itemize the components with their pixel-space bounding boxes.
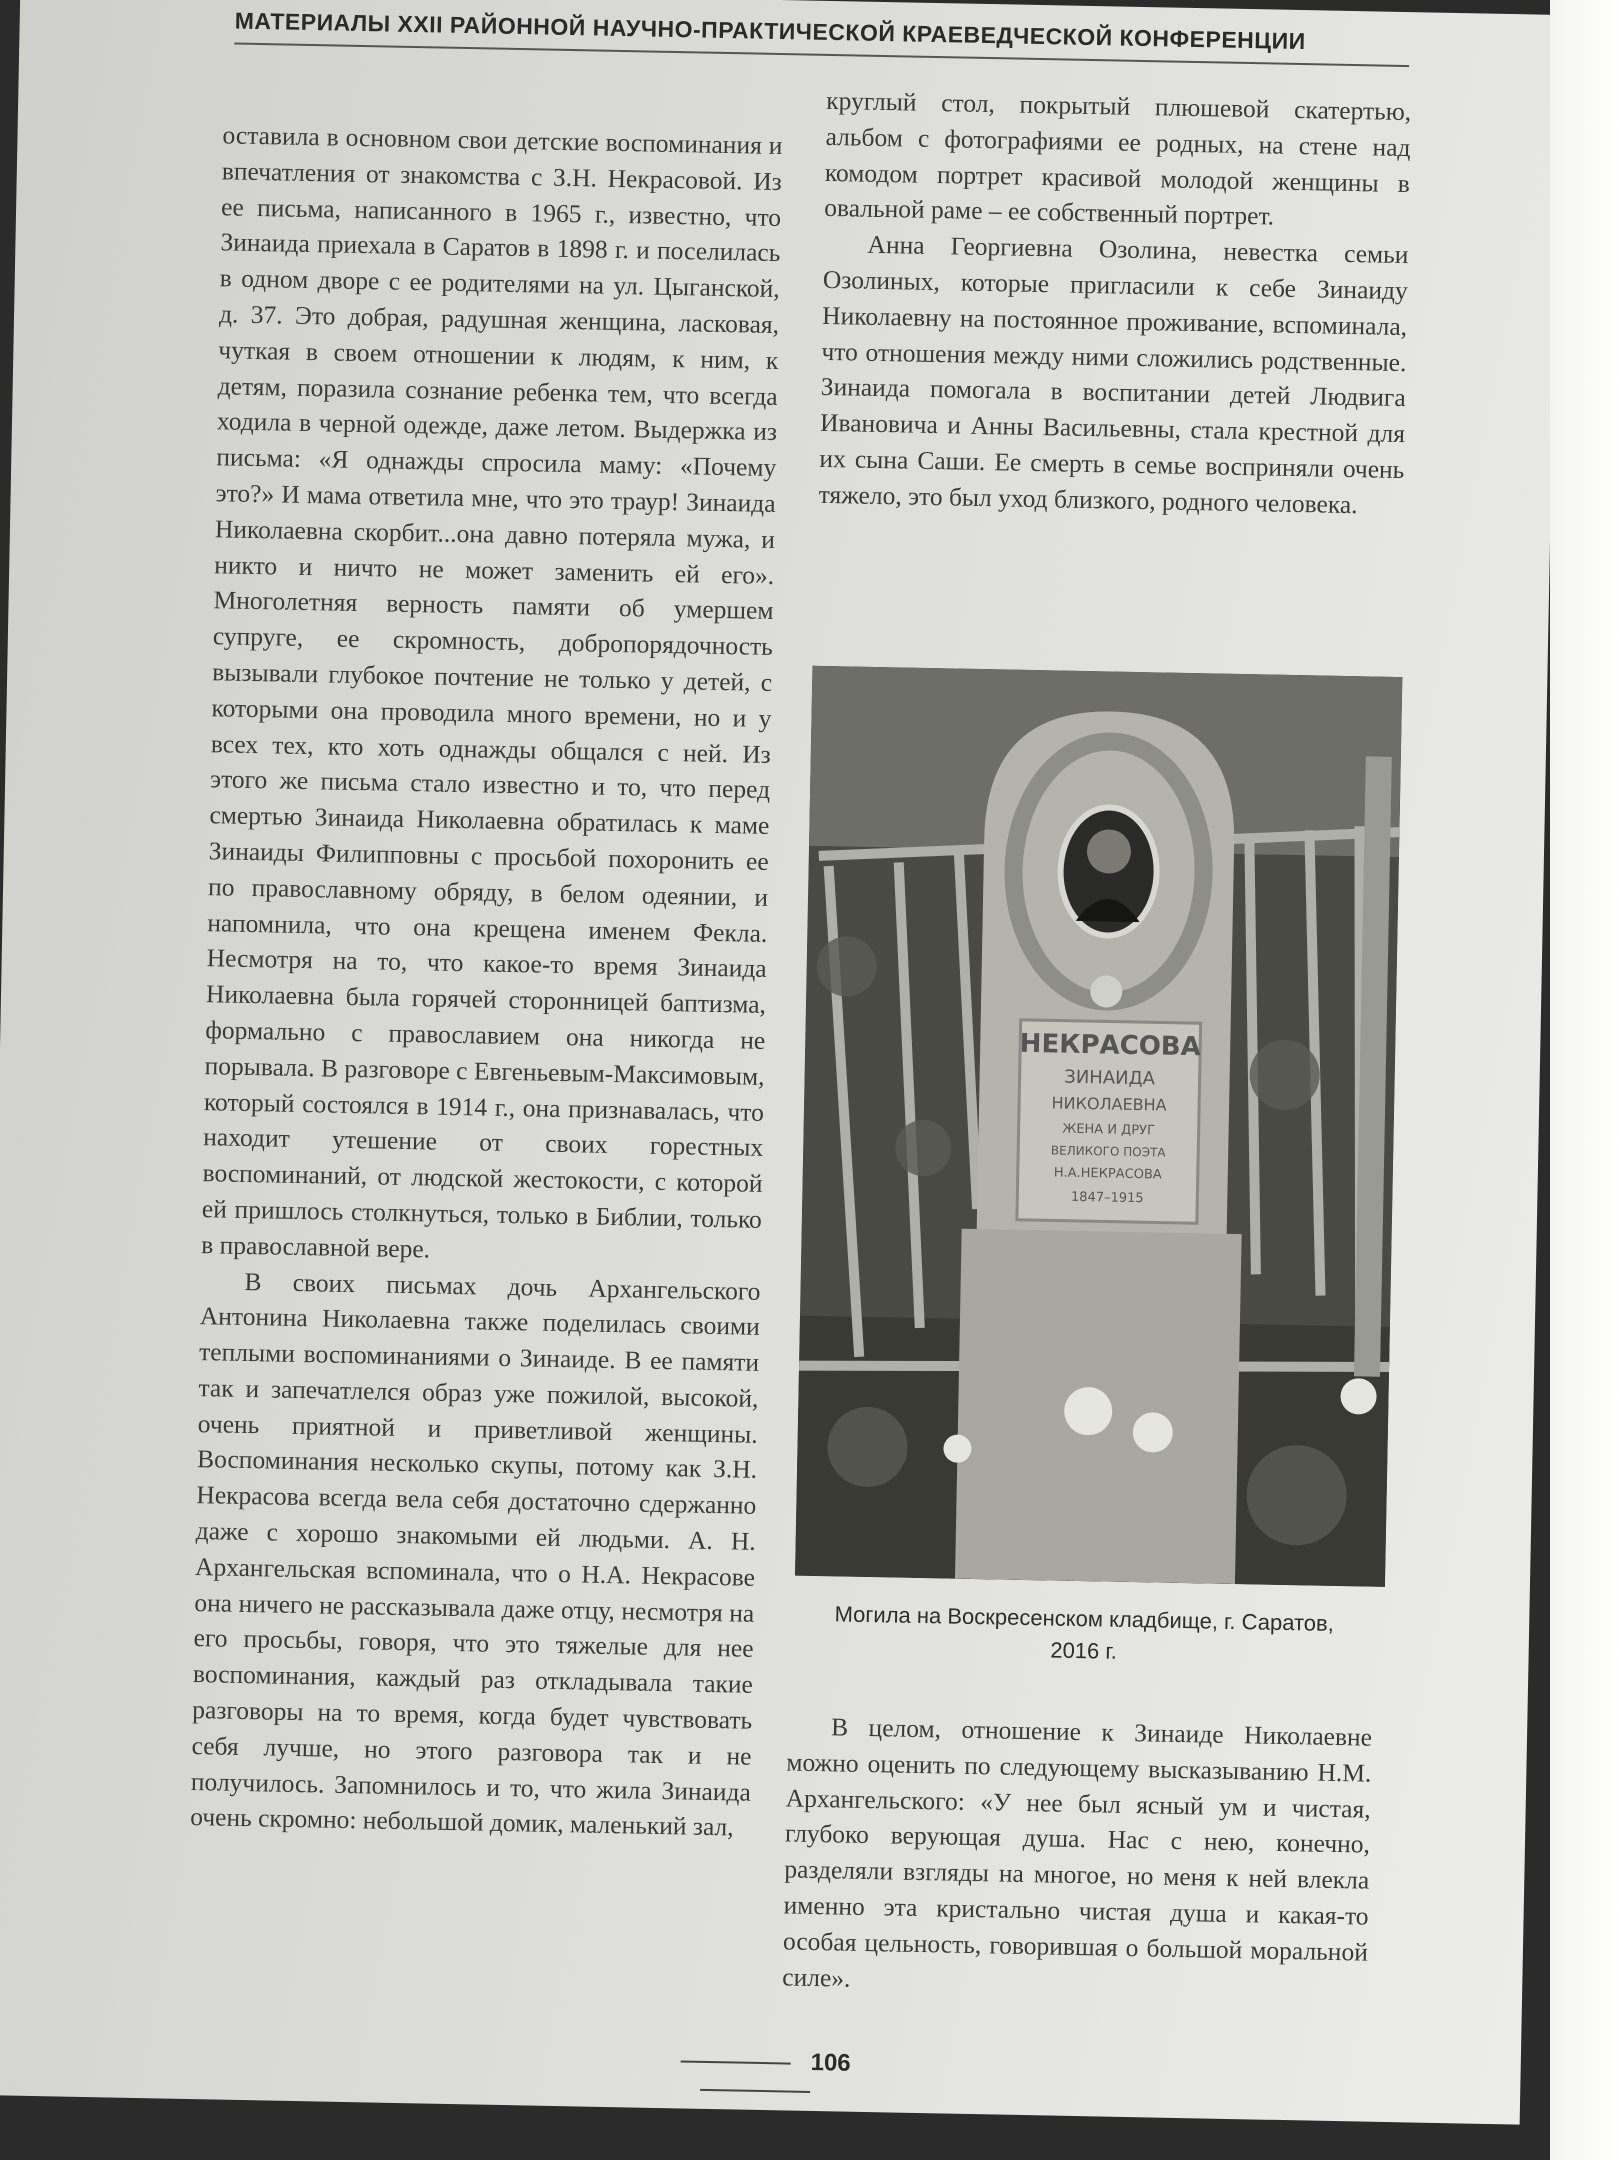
caption-line: Могила на Воскресенском кладбище, г. Саратов, xyxy=(834,1601,1335,1636)
inscription-line: ЖЕНА И ДРУГ xyxy=(1062,1121,1156,1139)
caption-line: 2016 г. xyxy=(1050,1637,1118,1664)
inscription-line: НИКОЛАЕВНА xyxy=(1051,1093,1167,1115)
paragraph: Анна Георгиевна Озолина, невестка семьи Озолиных, которые пригласили к себе Зинаиду Николаевну на постоянное проживание, вспоминала, что отношения между ними сложились родственные. Зинаида помогала в воспитании детей Людвига Ивановича и Анны Васильевны, стала крестной для их сына Саши. Ее смерть в семье восприняли очень тяжело, это был уход близкого, родного человека. xyxy=(818,229,1409,519)
inscription-line: ЗИНАИДА xyxy=(1064,1066,1156,1090)
adjacent-page-edge xyxy=(1550,0,1620,2160)
inscription-line: НЕКРАСОВА xyxy=(1019,1028,1202,1063)
paragraph: В своих письмах дочь Архангельского Антонина Николаевна также поделилась своими теплыми воспоминаниями о Зинаиде. В ее памяти так и запечатлелся образ уже пожилой, высокой, очень приятной и приветливой женщины. Воспоминания несколько скупы, потому как З.Н. Некрасова всегда вела себя достаточно сдержанно даже с хорошо знакомыми ей людьми. А. Н. Архангельская вспоминала, что о Н.А. Некрасове она ничего не рассказывала даже отцу, несмотря на его просьбы, говоря, что это тяжелые для нее воспоминания, каждый раз откладывала такие разговоры на то время, когда будет чувствовать себя лучше, но этого разговора так и не получилось. Запомнилось и то, что жила Зинаида очень скромно: небольшой домик, маленький зал, xyxy=(189,1266,761,1842)
inscription-line: ВЕЛИКОГО ПОЭТА xyxy=(1050,1143,1166,1160)
grave-photo xyxy=(795,666,1402,1587)
paragraph: В целом, отношение к Зинаиде Николаевне можно оценить по следующему высказыванию Н.М. Архангельского: «У нее был ясный ум и чистая, глубоко верующая душа. Нас с нею, конечно, разделяли взгляды на многое, но меня к ней влекла именно эта кристально чистая душа и какая-то особая цельность, говорившая о большой моральной силе». xyxy=(782,1712,1373,1993)
right-column-bottom xyxy=(782,1708,1372,2006)
page-number: 106 xyxy=(810,2048,851,2077)
right-column-top xyxy=(818,83,1411,524)
footer-rule xyxy=(681,2060,791,2064)
running-header: МАТЕРИАЛЫ XXII РАЙОННОЙ НАУЧНО-ПРАКТИЧЕСКОЙ КРАЕВЕДЧЕСКОЙ КОНФЕРЕНЦИИ xyxy=(234,8,1409,68)
photo-caption xyxy=(783,1597,1384,1673)
inscription-line: 1847–1915 xyxy=(1070,1189,1144,1207)
page-footer xyxy=(595,2045,916,2107)
inscription-line: Н.А.НЕКРАСОВА xyxy=(1053,1165,1162,1183)
paragraph: круглый стол, покрытый плюшевой скатертью, альбом с фотографиями ее родных, на стене над комодом портрет красивой молодой женщины в овальной раме – ее собственный портрет. xyxy=(823,85,1412,231)
footer-rule xyxy=(700,2089,810,2093)
left-column xyxy=(190,117,783,1846)
paragraph: оставила в основном свои детские воспоминания и впечатления от знакомства с З.Н. Некрасовой. Из ее письма, написанного в 1965 г., известно, что Зинаида приехала в Саратов в 1898 г. и поселилась в одном дворе с ее родителями на ул. Цыганской, д. 37. Это добрая, радушная женщина, ласковая, чуткая в своем отношении к людям, к ним, к детям, поразила сознание ребенка тем, что всегда ходила в черной одежде, даже летом. Выдержка из письма: «Я однажды спросила маму: «Почему это?» И мама ответила мне, что это траур! Зинаида Николаевна скорбит...она давно потеряла мужа, и никто и ничто не может заменить ей его». Многолетняя верность памяти об умершем супруге, ее скромность, добропорядочность вызывали глубокое почтение не только у детей, с которыми она проводила много времени, но и у всех тех, кто хоть однажды общался с ней. Из этого же письма стало известно и то, что перед смертью Зинаида Николаевна обратилась к маме Зинаиды Филипповны с просьбой похоронить ее по православному обряду, в белом одеянии, и напомнила, что она крещена именем Фекла. Несмотря на то, что какое-то время Зинаида Николаевна была горячей сторонницей баптизма, формально с православием она никогда не порывала. В разговоре с Евгеньевым-Максимовым, который состоялся в 1914 г., она признавалась, что находит утешение от своих горестных воспоминаний, от людской жестокости, с которой ей пришлось столкнуться, только в Библии, только в православной вере. xyxy=(200,120,783,1264)
